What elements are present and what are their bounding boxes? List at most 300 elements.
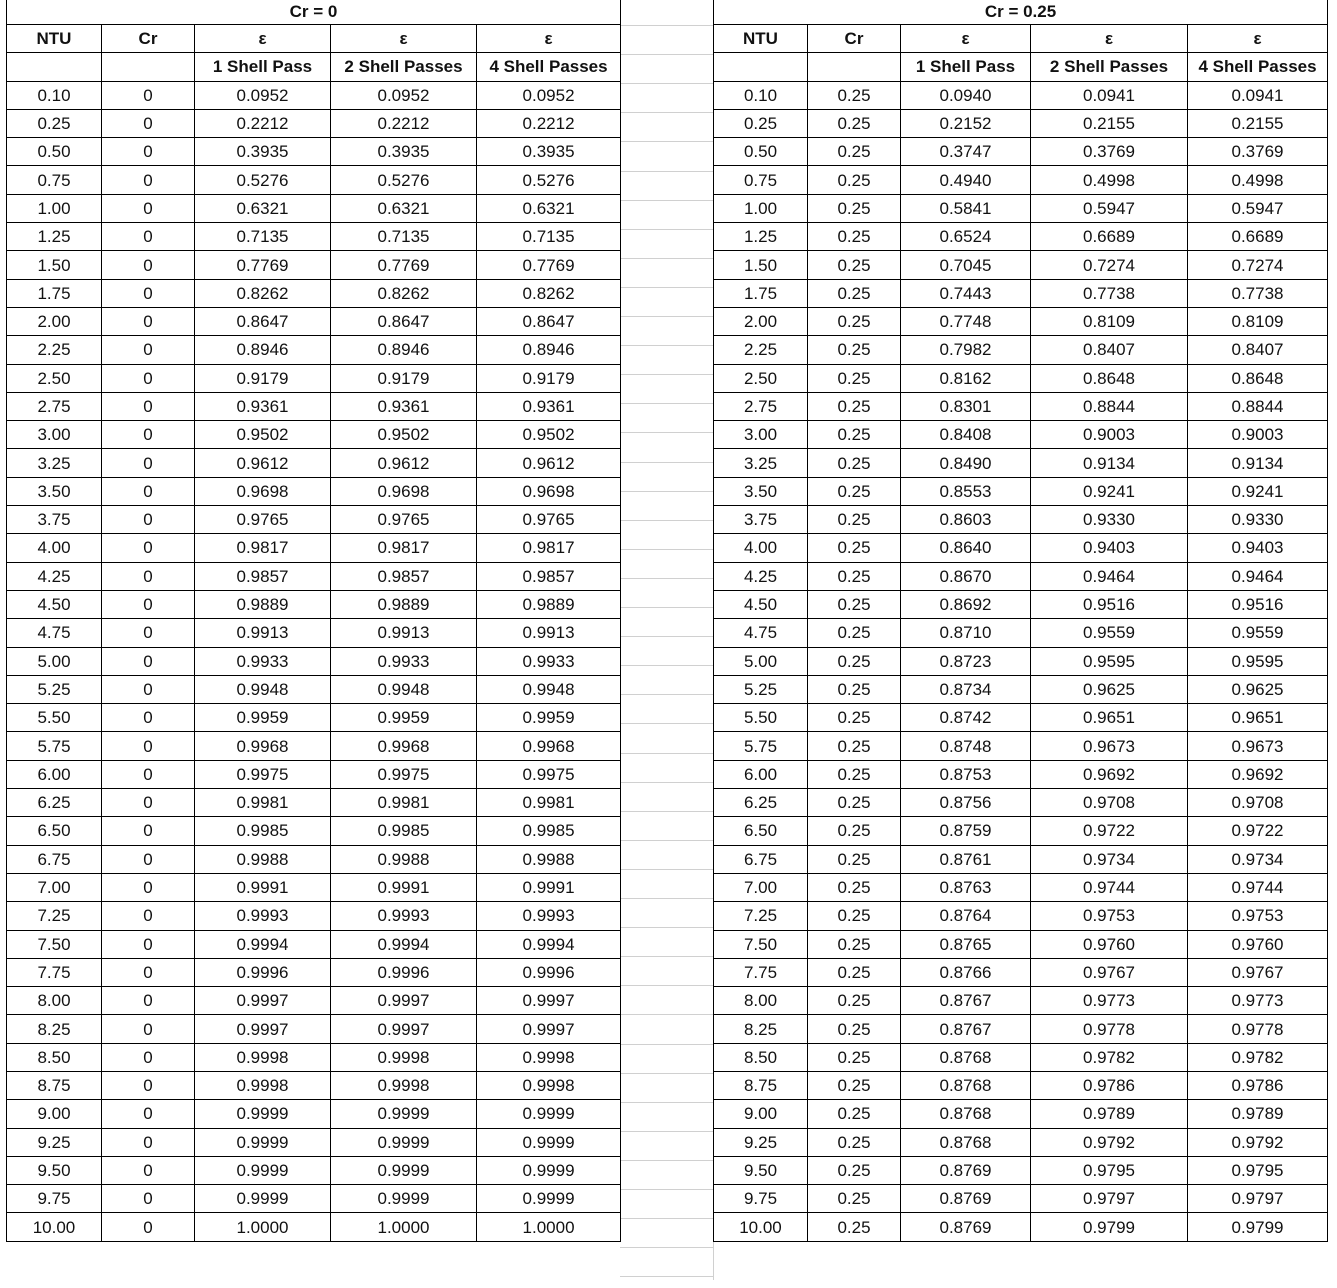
cr-cell[interactable]: 0.25 [808, 590, 901, 618]
effectiveness-2-shell-cell[interactable]: 0.9998 [331, 1071, 477, 1099]
cr-cell[interactable]: 0.25 [808, 223, 901, 251]
effectiveness-4-shell-cell[interactable]: 0.9179 [477, 364, 621, 392]
effectiveness-1-shell-cell[interactable]: 0.7769 [195, 251, 331, 279]
cr-cell[interactable]: 0.25 [808, 449, 901, 477]
effectiveness-4-shell-cell[interactable]: 0.8647 [477, 307, 621, 335]
effectiveness-1-shell-cell[interactable]: 0.8490 [901, 449, 1031, 477]
cr-cell[interactable]: 0.25 [808, 958, 901, 986]
effectiveness-1-shell-cell[interactable]: 0.8753 [901, 760, 1031, 788]
cr-cell[interactable]: 0.25 [808, 647, 901, 675]
cr-cell[interactable]: 0 [102, 506, 195, 534]
effectiveness-4-shell-cell[interactable]: 0.9361 [477, 392, 621, 420]
effectiveness-1-shell-cell[interactable]: 0.7982 [901, 336, 1031, 364]
effectiveness-1-shell-cell[interactable]: 0.8768 [901, 1071, 1031, 1099]
ntu-cell[interactable]: 0.10 [7, 81, 102, 109]
effectiveness-4-shell-cell[interactable]: 0.9981 [477, 789, 621, 817]
column-header[interactable]: Cr [102, 25, 195, 53]
cr-cell[interactable]: 0 [102, 138, 195, 166]
effectiveness-2-shell-cell[interactable]: 0.9981 [331, 789, 477, 817]
cr-cell[interactable]: 0.25 [808, 364, 901, 392]
effectiveness-1-shell-cell[interactable]: 0.7045 [901, 251, 1031, 279]
cr-cell[interactable]: 0 [102, 1100, 195, 1128]
effectiveness-1-shell-cell[interactable]: 0.9999 [195, 1100, 331, 1128]
ntu-cell[interactable]: 0.50 [714, 138, 808, 166]
ntu-cell[interactable]: 2.75 [714, 392, 808, 420]
column-subheader[interactable] [7, 53, 102, 81]
effectiveness-4-shell-cell[interactable]: 0.7135 [477, 223, 621, 251]
ntu-cell[interactable]: 2.00 [7, 307, 102, 335]
ntu-cell[interactable]: 6.75 [714, 845, 808, 873]
ntu-cell[interactable]: 6.75 [7, 845, 102, 873]
cr-cell[interactable]: 0 [102, 1043, 195, 1071]
cr-cell[interactable]: 0 [102, 845, 195, 873]
cr-cell[interactable]: 0 [102, 1185, 195, 1213]
effectiveness-1-shell-cell[interactable]: 0.9933 [195, 647, 331, 675]
effectiveness-2-shell-cell[interactable]: 0.9999 [331, 1100, 477, 1128]
effectiveness-1-shell-cell[interactable]: 0.8734 [901, 675, 1031, 703]
effectiveness-2-shell-cell[interactable]: 0.9817 [331, 534, 477, 562]
effectiveness-1-shell-cell[interactable]: 0.9913 [195, 619, 331, 647]
effectiveness-4-shell-cell[interactable]: 0.9612 [477, 449, 621, 477]
cr-cell[interactable]: 0 [102, 1213, 195, 1241]
effectiveness-2-shell-cell[interactable]: 0.9734 [1031, 845, 1188, 873]
effectiveness-4-shell-cell[interactable]: 0.9673 [1188, 732, 1328, 760]
ntu-cell[interactable]: 4.25 [7, 562, 102, 590]
cr-cell[interactable]: 0.25 [808, 562, 901, 590]
ntu-cell[interactable]: 7.75 [714, 958, 808, 986]
column-header[interactable]: ε [195, 25, 331, 53]
effectiveness-4-shell-cell[interactable]: 0.9778 [1188, 1015, 1328, 1043]
effectiveness-4-shell-cell[interactable]: 0.9994 [477, 930, 621, 958]
effectiveness-4-shell-cell[interactable]: 0.9799 [1188, 1213, 1328, 1241]
effectiveness-1-shell-cell[interactable]: 0.8262 [195, 279, 331, 307]
effectiveness-2-shell-cell[interactable]: 0.9997 [331, 987, 477, 1015]
effectiveness-1-shell-cell[interactable]: 0.8768 [901, 1043, 1031, 1071]
effectiveness-2-shell-cell[interactable]: 0.9559 [1031, 619, 1188, 647]
effectiveness-1-shell-cell[interactable]: 0.8761 [901, 845, 1031, 873]
effectiveness-2-shell-cell[interactable]: 0.9959 [331, 704, 477, 732]
effectiveness-1-shell-cell[interactable]: 0.7748 [901, 307, 1031, 335]
cr-cell[interactable]: 0.25 [808, 392, 901, 420]
cr-cell[interactable]: 0 [102, 958, 195, 986]
effectiveness-1-shell-cell[interactable]: 0.8769 [901, 1185, 1031, 1213]
ntu-cell[interactable]: 4.50 [714, 590, 808, 618]
cr-cell[interactable]: 0 [102, 223, 195, 251]
effectiveness-2-shell-cell[interactable]: 0.9799 [1031, 1213, 1188, 1241]
effectiveness-1-shell-cell[interactable]: 0.3935 [195, 138, 331, 166]
effectiveness-4-shell-cell[interactable]: 0.9797 [1188, 1185, 1328, 1213]
cr-cell[interactable]: 0.25 [808, 1156, 901, 1184]
effectiveness-4-shell-cell[interactable]: 0.9975 [477, 760, 621, 788]
cr-cell[interactable]: 0 [102, 251, 195, 279]
column-header[interactable]: ε [901, 25, 1031, 53]
effectiveness-4-shell-cell[interactable]: 0.9998 [477, 1043, 621, 1071]
effectiveness-4-shell-cell[interactable]: 0.9999 [477, 1128, 621, 1156]
cr-cell[interactable]: 0.25 [808, 1213, 901, 1241]
ntu-cell[interactable]: 1.50 [7, 251, 102, 279]
effectiveness-2-shell-cell[interactable]: 0.6321 [331, 194, 477, 222]
cr-cell[interactable]: 0.25 [808, 902, 901, 930]
cr-cell[interactable]: 0.25 [808, 732, 901, 760]
effectiveness-2-shell-cell[interactable]: 0.9996 [331, 958, 477, 986]
ntu-cell[interactable]: 10.00 [714, 1213, 808, 1241]
ntu-cell[interactable]: 9.50 [714, 1156, 808, 1184]
effectiveness-1-shell-cell[interactable]: 0.9948 [195, 675, 331, 703]
effectiveness-2-shell-cell[interactable]: 0.9994 [331, 930, 477, 958]
effectiveness-1-shell-cell[interactable]: 0.8768 [901, 1128, 1031, 1156]
ntu-cell[interactable]: 5.50 [7, 704, 102, 732]
effectiveness-1-shell-cell[interactable]: 0.8301 [901, 392, 1031, 420]
effectiveness-1-shell-cell[interactable]: 0.7135 [195, 223, 331, 251]
effectiveness-1-shell-cell[interactable]: 0.9889 [195, 590, 331, 618]
effectiveness-4-shell-cell[interactable]: 0.9708 [1188, 789, 1328, 817]
effectiveness-2-shell-cell[interactable]: 0.9134 [1031, 449, 1188, 477]
effectiveness-2-shell-cell[interactable]: 0.7135 [331, 223, 477, 251]
effectiveness-4-shell-cell[interactable]: 0.9003 [1188, 421, 1328, 449]
effectiveness-1-shell-cell[interactable]: 0.9765 [195, 506, 331, 534]
effectiveness-1-shell-cell[interactable]: 0.8946 [195, 336, 331, 364]
effectiveness-4-shell-cell[interactable]: 0.8109 [1188, 307, 1328, 335]
ntu-cell[interactable]: 0.75 [714, 166, 808, 194]
ntu-cell[interactable]: 1.25 [7, 223, 102, 251]
effectiveness-1-shell-cell[interactable]: 0.9857 [195, 562, 331, 590]
effectiveness-1-shell-cell[interactable]: 0.2212 [195, 109, 331, 137]
cr-cell[interactable]: 0.25 [808, 987, 901, 1015]
effectiveness-2-shell-cell[interactable]: 0.9612 [331, 449, 477, 477]
effectiveness-4-shell-cell[interactable]: 0.8844 [1188, 392, 1328, 420]
effectiveness-1-shell-cell[interactable]: 0.8742 [901, 704, 1031, 732]
effectiveness-1-shell-cell[interactable]: 0.4940 [901, 166, 1031, 194]
cr-cell[interactable]: 0.25 [808, 760, 901, 788]
effectiveness-4-shell-cell[interactable]: 0.9817 [477, 534, 621, 562]
effectiveness-4-shell-cell[interactable]: 0.9999 [477, 1100, 621, 1128]
ntu-cell[interactable]: 7.00 [714, 873, 808, 901]
ntu-cell[interactable]: 9.75 [714, 1185, 808, 1213]
cr-cell[interactable]: 0 [102, 1015, 195, 1043]
effectiveness-1-shell-cell[interactable]: 0.9988 [195, 845, 331, 873]
effectiveness-2-shell-cell[interactable]: 0.9999 [331, 1156, 477, 1184]
effectiveness-4-shell-cell[interactable]: 0.9760 [1188, 930, 1328, 958]
effectiveness-4-shell-cell[interactable]: 0.9782 [1188, 1043, 1328, 1071]
ntu-cell[interactable]: 8.00 [7, 987, 102, 1015]
cr-cell[interactable]: 0.25 [808, 704, 901, 732]
column-header[interactable]: Cr [808, 25, 901, 53]
ntu-cell[interactable]: 9.00 [7, 1100, 102, 1128]
effectiveness-1-shell-cell[interactable]: 0.9817 [195, 534, 331, 562]
ntu-cell[interactable]: 4.75 [714, 619, 808, 647]
effectiveness-2-shell-cell[interactable]: 0.9857 [331, 562, 477, 590]
effectiveness-4-shell-cell[interactable]: 0.8407 [1188, 336, 1328, 364]
effectiveness-1-shell-cell[interactable]: 0.9994 [195, 930, 331, 958]
column-header[interactable]: ε [1188, 25, 1328, 53]
effectiveness-4-shell-cell[interactable]: 0.2155 [1188, 109, 1328, 137]
effectiveness-2-shell-cell[interactable]: 0.9722 [1031, 817, 1188, 845]
effectiveness-4-shell-cell[interactable]: 0.9991 [477, 873, 621, 901]
effectiveness-2-shell-cell[interactable]: 0.9003 [1031, 421, 1188, 449]
cr-cell[interactable]: 0.25 [808, 109, 901, 137]
ntu-cell[interactable]: 4.25 [714, 562, 808, 590]
effectiveness-4-shell-cell[interactable]: 0.9968 [477, 732, 621, 760]
effectiveness-4-shell-cell[interactable]: 0.9753 [1188, 902, 1328, 930]
ntu-cell[interactable]: 8.50 [7, 1043, 102, 1071]
effectiveness-2-shell-cell[interactable]: 0.9997 [331, 1015, 477, 1043]
table-title[interactable]: Cr = 0 [7, 0, 621, 25]
ntu-cell[interactable]: 6.50 [714, 817, 808, 845]
effectiveness-1-shell-cell[interactable]: 0.8763 [901, 873, 1031, 901]
ntu-cell[interactable]: 9.75 [7, 1185, 102, 1213]
ntu-cell[interactable]: 8.00 [714, 987, 808, 1015]
effectiveness-2-shell-cell[interactable]: 0.5276 [331, 166, 477, 194]
effectiveness-4-shell-cell[interactable]: 0.9997 [477, 1015, 621, 1043]
ntu-cell[interactable]: 7.25 [714, 902, 808, 930]
ntu-cell[interactable]: 0.25 [714, 109, 808, 137]
ntu-cell[interactable]: 2.25 [714, 336, 808, 364]
ntu-cell[interactable]: 7.00 [7, 873, 102, 901]
cr-cell[interactable]: 0 [102, 1156, 195, 1184]
ntu-cell[interactable]: 6.50 [7, 817, 102, 845]
cr-cell[interactable]: 0.25 [808, 1185, 901, 1213]
ntu-cell[interactable]: 6.00 [714, 760, 808, 788]
effectiveness-2-shell-cell[interactable]: 0.3935 [331, 138, 477, 166]
effectiveness-4-shell-cell[interactable]: 0.0941 [1188, 81, 1328, 109]
effectiveness-4-shell-cell[interactable]: 0.9595 [1188, 647, 1328, 675]
effectiveness-2-shell-cell[interactable]: 0.9753 [1031, 902, 1188, 930]
effectiveness-4-shell-cell[interactable]: 0.9698 [477, 477, 621, 505]
effectiveness-2-shell-cell[interactable]: 0.9760 [1031, 930, 1188, 958]
effectiveness-4-shell-cell[interactable]: 1.0000 [477, 1213, 621, 1241]
effectiveness-2-shell-cell[interactable]: 0.9361 [331, 392, 477, 420]
cr-cell[interactable]: 0.25 [808, 675, 901, 703]
effectiveness-4-shell-cell[interactable]: 0.9985 [477, 817, 621, 845]
effectiveness-1-shell-cell[interactable]: 0.9998 [195, 1043, 331, 1071]
cr-cell[interactable]: 0 [102, 166, 195, 194]
effectiveness-4-shell-cell[interactable]: 0.9403 [1188, 534, 1328, 562]
effectiveness-4-shell-cell[interactable]: 0.2212 [477, 109, 621, 137]
cr-cell[interactable]: 0 [102, 477, 195, 505]
cr-cell[interactable]: 0.25 [808, 138, 901, 166]
effectiveness-1-shell-cell[interactable]: 0.8710 [901, 619, 1031, 647]
table-title[interactable]: Cr = 0.25 [714, 0, 1328, 25]
effectiveness-1-shell-cell[interactable]: 0.8759 [901, 817, 1031, 845]
effectiveness-2-shell-cell[interactable]: 0.9179 [331, 364, 477, 392]
effectiveness-2-shell-cell[interactable]: 0.9792 [1031, 1128, 1188, 1156]
column-header[interactable]: ε [331, 25, 477, 53]
cr-cell[interactable]: 0 [102, 760, 195, 788]
ntu-cell[interactable]: 3.75 [714, 506, 808, 534]
column-header[interactable]: ε [477, 25, 621, 53]
effectiveness-4-shell-cell[interactable]: 0.9948 [477, 675, 621, 703]
effectiveness-1-shell-cell[interactable]: 1.0000 [195, 1213, 331, 1241]
effectiveness-1-shell-cell[interactable]: 0.8647 [195, 307, 331, 335]
effectiveness-4-shell-cell[interactable]: 0.5947 [1188, 194, 1328, 222]
ntu-cell[interactable]: 1.75 [714, 279, 808, 307]
ntu-cell[interactable]: 1.75 [7, 279, 102, 307]
ntu-cell[interactable]: 10.00 [7, 1213, 102, 1241]
effectiveness-4-shell-cell[interactable]: 0.9795 [1188, 1156, 1328, 1184]
cr-cell[interactable]: 0.25 [808, 1071, 901, 1099]
cr-cell[interactable]: 0.25 [808, 477, 901, 505]
effectiveness-2-shell-cell[interactable]: 0.9692 [1031, 760, 1188, 788]
cr-cell[interactable]: 0.25 [808, 619, 901, 647]
ntu-cell[interactable]: 3.00 [714, 421, 808, 449]
ntu-cell[interactable]: 3.75 [7, 506, 102, 534]
ntu-cell[interactable]: 0.75 [7, 166, 102, 194]
effectiveness-4-shell-cell[interactable]: 0.7274 [1188, 251, 1328, 279]
effectiveness-4-shell-cell[interactable]: 0.9765 [477, 506, 621, 534]
ntu-cell[interactable]: 3.25 [714, 449, 808, 477]
effectiveness-2-shell-cell[interactable]: 0.9991 [331, 873, 477, 901]
effectiveness-2-shell-cell[interactable]: 0.9773 [1031, 987, 1188, 1015]
effectiveness-2-shell-cell[interactable]: 0.9698 [331, 477, 477, 505]
cr-cell[interactable]: 0 [102, 873, 195, 901]
ntu-cell[interactable]: 2.50 [714, 364, 808, 392]
ntu-cell[interactable]: 1.00 [714, 194, 808, 222]
column-subheader[interactable] [102, 53, 195, 81]
ntu-cell[interactable]: 4.00 [7, 534, 102, 562]
cr-cell[interactable]: 0 [102, 817, 195, 845]
effectiveness-1-shell-cell[interactable]: 0.9996 [195, 958, 331, 986]
effectiveness-4-shell-cell[interactable]: 0.9692 [1188, 760, 1328, 788]
effectiveness-2-shell-cell[interactable]: 0.9502 [331, 421, 477, 449]
ntu-cell[interactable]: 7.25 [7, 902, 102, 930]
effectiveness-4-shell-cell[interactable]: 0.9999 [477, 1185, 621, 1213]
effectiveness-1-shell-cell[interactable]: 0.8756 [901, 789, 1031, 817]
effectiveness-4-shell-cell[interactable]: 0.7738 [1188, 279, 1328, 307]
cr-cell[interactable]: 0.25 [808, 336, 901, 364]
effectiveness-4-shell-cell[interactable]: 0.9996 [477, 958, 621, 986]
column-subheader[interactable]: 2 Shell Passes [331, 53, 477, 81]
cr-cell[interactable]: 0.25 [808, 930, 901, 958]
effectiveness-2-shell-cell[interactable]: 0.7274 [1031, 251, 1188, 279]
effectiveness-4-shell-cell[interactable]: 0.9773 [1188, 987, 1328, 1015]
cr-cell[interactable]: 0 [102, 392, 195, 420]
cr-cell[interactable]: 0 [102, 619, 195, 647]
effectiveness-4-shell-cell[interactable]: 0.9993 [477, 902, 621, 930]
effectiveness-4-shell-cell[interactable]: 0.9933 [477, 647, 621, 675]
cr-cell[interactable]: 0.25 [808, 1043, 901, 1071]
cr-cell[interactable]: 0.25 [808, 81, 901, 109]
effectiveness-2-shell-cell[interactable]: 0.9767 [1031, 958, 1188, 986]
effectiveness-4-shell-cell[interactable]: 0.8946 [477, 336, 621, 364]
effectiveness-2-shell-cell[interactable]: 0.9968 [331, 732, 477, 760]
effectiveness-4-shell-cell[interactable]: 0.4998 [1188, 166, 1328, 194]
effectiveness-2-shell-cell[interactable]: 0.2155 [1031, 109, 1188, 137]
effectiveness-2-shell-cell[interactable]: 0.9744 [1031, 873, 1188, 901]
ntu-cell[interactable]: 7.75 [7, 958, 102, 986]
effectiveness-1-shell-cell[interactable]: 0.6524 [901, 223, 1031, 251]
effectiveness-2-shell-cell[interactable]: 0.8262 [331, 279, 477, 307]
ntu-cell[interactable]: 8.25 [7, 1015, 102, 1043]
effectiveness-1-shell-cell[interactable]: 0.8692 [901, 590, 1031, 618]
effectiveness-4-shell-cell[interactable]: 0.9744 [1188, 873, 1328, 901]
effectiveness-4-shell-cell[interactable]: 0.8648 [1188, 364, 1328, 392]
effectiveness-2-shell-cell[interactable]: 0.8946 [331, 336, 477, 364]
cr-cell[interactable]: 0.25 [808, 1015, 901, 1043]
cr-cell[interactable]: 0.25 [808, 845, 901, 873]
cr-cell[interactable]: 0.25 [808, 166, 901, 194]
ntu-cell[interactable]: 8.50 [714, 1043, 808, 1071]
cr-cell[interactable]: 0 [102, 930, 195, 958]
cr-cell[interactable]: 0.25 [808, 194, 901, 222]
effectiveness-4-shell-cell[interactable]: 0.6321 [477, 194, 621, 222]
cr-cell[interactable]: 0.25 [808, 506, 901, 534]
effectiveness-1-shell-cell[interactable]: 0.9993 [195, 902, 331, 930]
effectiveness-1-shell-cell[interactable]: 0.8408 [901, 421, 1031, 449]
effectiveness-4-shell-cell[interactable]: 0.5276 [477, 166, 621, 194]
effectiveness-4-shell-cell[interactable]: 0.9889 [477, 590, 621, 618]
effectiveness-2-shell-cell[interactable]: 0.0952 [331, 81, 477, 109]
effectiveness-2-shell-cell[interactable]: 0.9786 [1031, 1071, 1188, 1099]
effectiveness-1-shell-cell[interactable]: 0.8603 [901, 506, 1031, 534]
effectiveness-1-shell-cell[interactable]: 0.9179 [195, 364, 331, 392]
effectiveness-1-shell-cell[interactable]: 0.9985 [195, 817, 331, 845]
effectiveness-1-shell-cell[interactable]: 0.3747 [901, 138, 1031, 166]
cr-cell[interactable]: 0 [102, 307, 195, 335]
cr-cell[interactable]: 0 [102, 987, 195, 1015]
effectiveness-2-shell-cell[interactable]: 0.9797 [1031, 1185, 1188, 1213]
ntu-cell[interactable]: 5.00 [7, 647, 102, 675]
effectiveness-2-shell-cell[interactable]: 0.7769 [331, 251, 477, 279]
ntu-cell[interactable]: 9.00 [714, 1100, 808, 1128]
column-subheader[interactable]: 1 Shell Pass [901, 53, 1031, 81]
effectiveness-1-shell-cell[interactable]: 0.9361 [195, 392, 331, 420]
cr-cell[interactable]: 0.25 [808, 251, 901, 279]
effectiveness-1-shell-cell[interactable]: 0.8748 [901, 732, 1031, 760]
cr-cell[interactable]: 0.25 [808, 534, 901, 562]
effectiveness-2-shell-cell[interactable]: 0.9464 [1031, 562, 1188, 590]
effectiveness-1-shell-cell[interactable]: 0.9991 [195, 873, 331, 901]
ntu-cell[interactable]: 8.25 [714, 1015, 808, 1043]
effectiveness-2-shell-cell[interactable]: 0.9999 [331, 1128, 477, 1156]
ntu-cell[interactable]: 1.50 [714, 251, 808, 279]
cr-cell[interactable]: 0.25 [808, 789, 901, 817]
effectiveness-1-shell-cell[interactable]: 0.9997 [195, 987, 331, 1015]
ntu-cell[interactable]: 6.25 [714, 789, 808, 817]
ntu-cell[interactable]: 4.50 [7, 590, 102, 618]
ntu-cell[interactable]: 6.00 [7, 760, 102, 788]
ntu-cell[interactable]: 5.25 [714, 675, 808, 703]
effectiveness-4-shell-cell[interactable]: 0.9241 [1188, 477, 1328, 505]
cr-cell[interactable]: 0 [102, 449, 195, 477]
cr-cell[interactable]: 0 [102, 1128, 195, 1156]
effectiveness-1-shell-cell[interactable]: 0.8768 [901, 1100, 1031, 1128]
effectiveness-1-shell-cell[interactable]: 0.9698 [195, 477, 331, 505]
effectiveness-2-shell-cell[interactable]: 0.9933 [331, 647, 477, 675]
effectiveness-4-shell-cell[interactable]: 0.9786 [1188, 1071, 1328, 1099]
ntu-cell[interactable]: 5.00 [714, 647, 808, 675]
effectiveness-1-shell-cell[interactable]: 0.9999 [195, 1156, 331, 1184]
ntu-cell[interactable]: 9.25 [7, 1128, 102, 1156]
effectiveness-2-shell-cell[interactable]: 0.9889 [331, 590, 477, 618]
ntu-cell[interactable]: 3.25 [7, 449, 102, 477]
column-subheader[interactable]: 1 Shell Pass [195, 53, 331, 81]
effectiveness-2-shell-cell[interactable]: 0.9985 [331, 817, 477, 845]
cr-cell[interactable]: 0.25 [808, 307, 901, 335]
cr-cell[interactable]: 0 [102, 194, 195, 222]
effectiveness-1-shell-cell[interactable]: 0.8764 [901, 902, 1031, 930]
effectiveness-2-shell-cell[interactable]: 0.9975 [331, 760, 477, 788]
effectiveness-1-shell-cell[interactable]: 0.8766 [901, 958, 1031, 986]
effectiveness-2-shell-cell[interactable]: 0.7738 [1031, 279, 1188, 307]
cr-cell[interactable]: 0 [102, 562, 195, 590]
effectiveness-4-shell-cell[interactable]: 0.9988 [477, 845, 621, 873]
effectiveness-1-shell-cell[interactable]: 0.7443 [901, 279, 1031, 307]
effectiveness-2-shell-cell[interactable]: 0.9789 [1031, 1100, 1188, 1128]
ntu-cell[interactable]: 3.50 [714, 477, 808, 505]
effectiveness-4-shell-cell[interactable]: 0.7769 [477, 251, 621, 279]
effectiveness-4-shell-cell[interactable]: 0.3935 [477, 138, 621, 166]
effectiveness-1-shell-cell[interactable]: 0.9502 [195, 421, 331, 449]
